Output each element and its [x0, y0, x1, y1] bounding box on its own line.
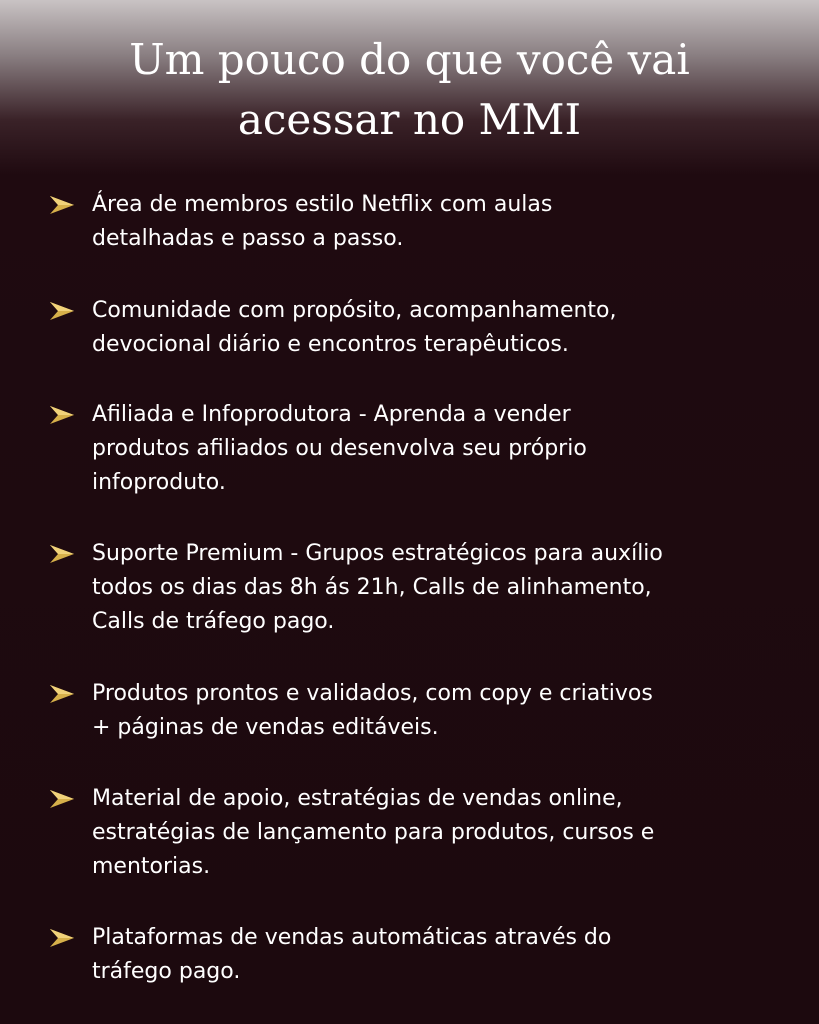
arrow-bullet-icon: [48, 194, 76, 216]
arrow-bullet-icon: [48, 683, 76, 705]
list-item-text: Produtos prontos e validados, com copy e criativos + páginas de vendas editáveis.: [92, 681, 653, 740]
list-item-text: Plataformas de vendas automáticas através do tráfego pago.: [92, 925, 612, 984]
list-item-text: Afiliada e Infoprodutora - Aprenda a vender produtos afiliados ou desenvolva seu próprio infoproduto.: [92, 402, 587, 495]
page-title-line-1: Um pouco do que você vai: [129, 35, 690, 84]
arrow-bullet-icon: [48, 543, 76, 565]
list-item-text: Material de apoio, estratégias de vendas online, estratégias de lançamento para produtos, cursos e mentorias.: [92, 786, 655, 879]
page-title-line-2: acessar no MMI: [237, 95, 582, 144]
arrow-bullet-icon: [48, 300, 76, 322]
arrow-bullet-icon: [48, 927, 76, 949]
list-item-text: Comunidade com propósito, acompanhamento, devocional diário e encontros terapêuticos.: [92, 298, 617, 357]
arrow-bullet-icon: [48, 404, 76, 426]
list-item-text: Área de membros estilo Netflix com aulas detalhadas e passo a passo.: [92, 192, 553, 251]
arrow-bullet-icon: [48, 788, 76, 810]
list-item-text: Suporte Premium - Grupos estratégicos para auxílio todos os dias das 8h ás 21h, Calls de alinhamento, Calls de tráfego pago.: [92, 541, 663, 634]
